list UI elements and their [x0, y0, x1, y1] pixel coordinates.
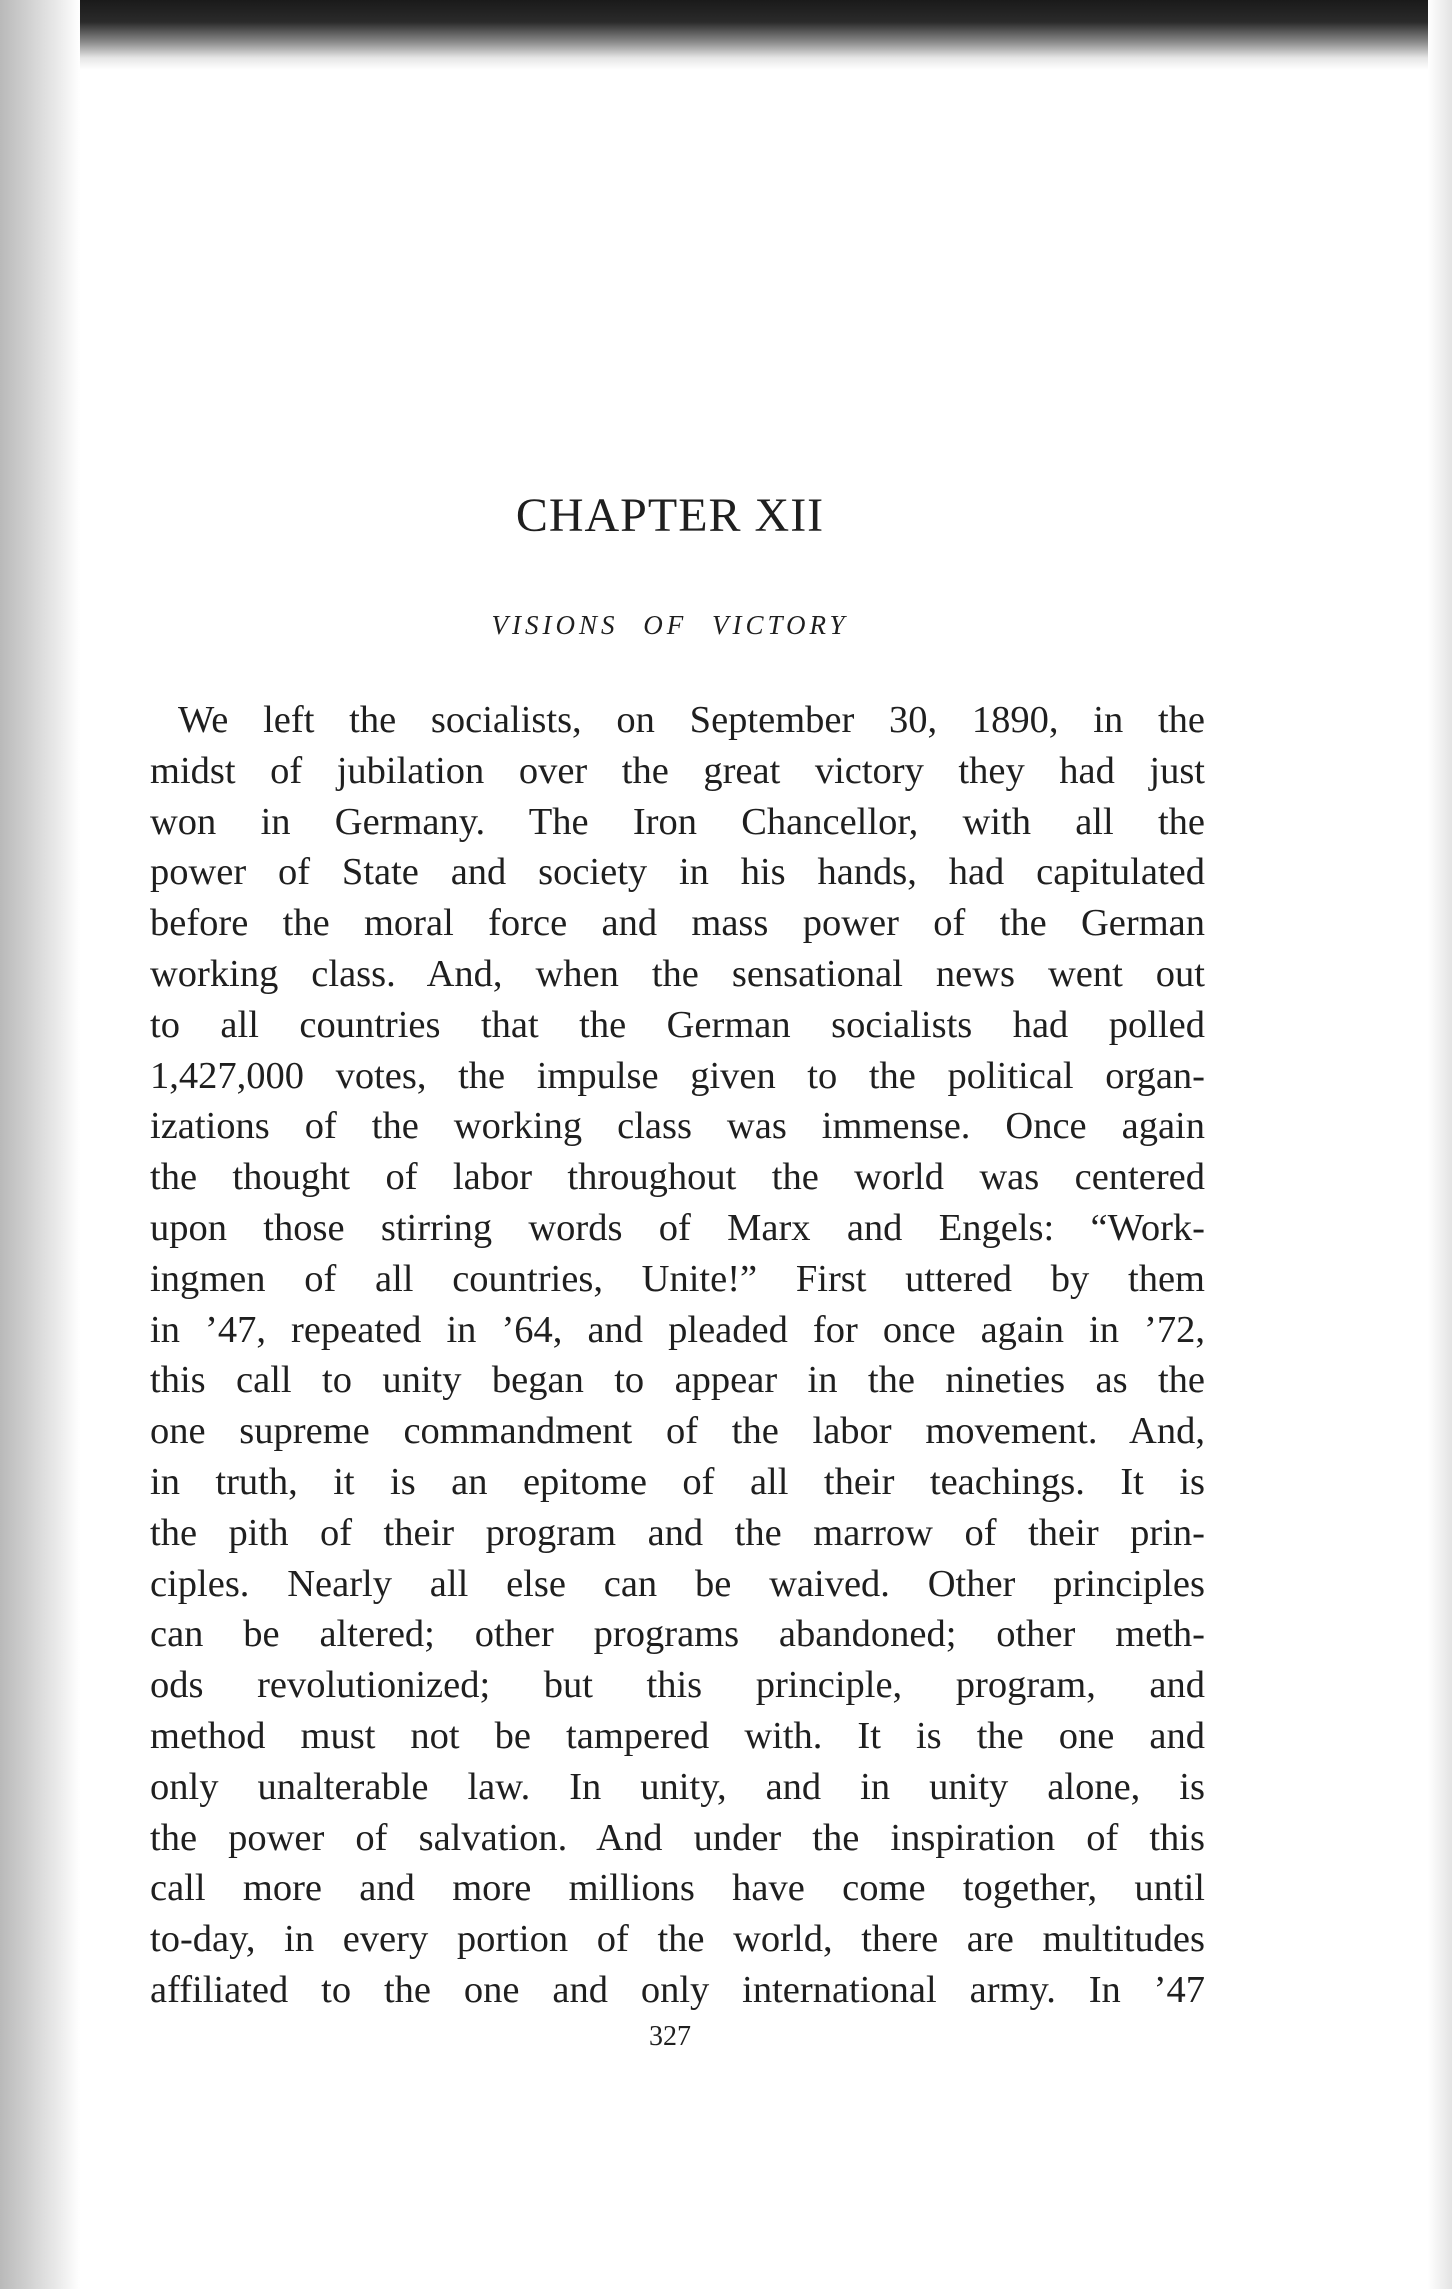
text-line: can be altered; other programs abandoned; other meth-	[150, 1613, 1205, 1656]
chapter-title: CHAPTER XII	[515, 489, 825, 542]
text-line: working class. And, when the sensational news went out	[150, 952, 1205, 995]
text-line: one supreme commandment of the labor movement. And,	[150, 1410, 1205, 1453]
text-line: this call to unity began to appear in the nineties as the	[150, 1359, 1205, 1402]
text-line: only unalterable law. In unity, and in unity alone, is	[150, 1765, 1205, 1808]
scan-gutter-shadow	[0, 0, 80, 2289]
text-line: midst of jubilation over the great victory they had just	[150, 749, 1205, 792]
text-line: the thought of labor throughout the world was centered	[150, 1156, 1205, 1199]
text-line: before the moral force and mass power of the German	[150, 902, 1205, 945]
text-line: in truth, it is an epitome of all their teachings. It is	[150, 1460, 1205, 1503]
text-line: the pith of their program and the marrow of their prin-	[150, 1511, 1205, 1554]
text-line: call more and more millions have come together, until	[150, 1867, 1205, 1910]
text-line: ciples. Nearly all else can be waived. Other principles	[150, 1562, 1205, 1605]
text-line: izations of the working class was immense. Once again	[150, 1105, 1205, 1148]
text-line: won in Germany. The Iron Chancellor, with all the	[150, 800, 1205, 843]
text-line: ingmen of all countries, Unite!” First uttered by them	[150, 1257, 1205, 1300]
chapter-subtitle: VISIONS OF VICTORY	[491, 610, 849, 640]
body-text	[150, 695, 1205, 2016]
text-line: to all countries that the German socialists had polled	[150, 1003, 1205, 1046]
text-line: power of State and society in his hands, had capitulated	[150, 851, 1205, 894]
text-line: ods revolutionized; but this principle, program, and	[150, 1664, 1205, 1707]
scan-right-edge	[1428, 0, 1452, 2289]
text-line: We left the socialists, on September 30, 1890, in the	[178, 699, 1205, 741]
scan-top-shadow	[0, 0, 1452, 70]
text-line: upon those stirring words of Marx and Engels: “Work-	[150, 1206, 1205, 1249]
text-line: 1,427,000 votes, the impulse given to the political organ-	[150, 1054, 1205, 1097]
text-line: the power of salvation. And under the inspiration of this	[150, 1816, 1205, 1859]
text-line: method must not be tampered with. It is the one and	[150, 1714, 1205, 1757]
text-line: affiliated to the one and only international army. In ’47	[150, 1968, 1205, 2011]
text-line: in ’47, repeated in ’64, and pleaded for once again in ’72,	[150, 1308, 1205, 1351]
page-number: 327	[649, 2021, 691, 2052]
text-line: to-day, in every portion of the world, there are multitudes	[150, 1918, 1205, 1961]
